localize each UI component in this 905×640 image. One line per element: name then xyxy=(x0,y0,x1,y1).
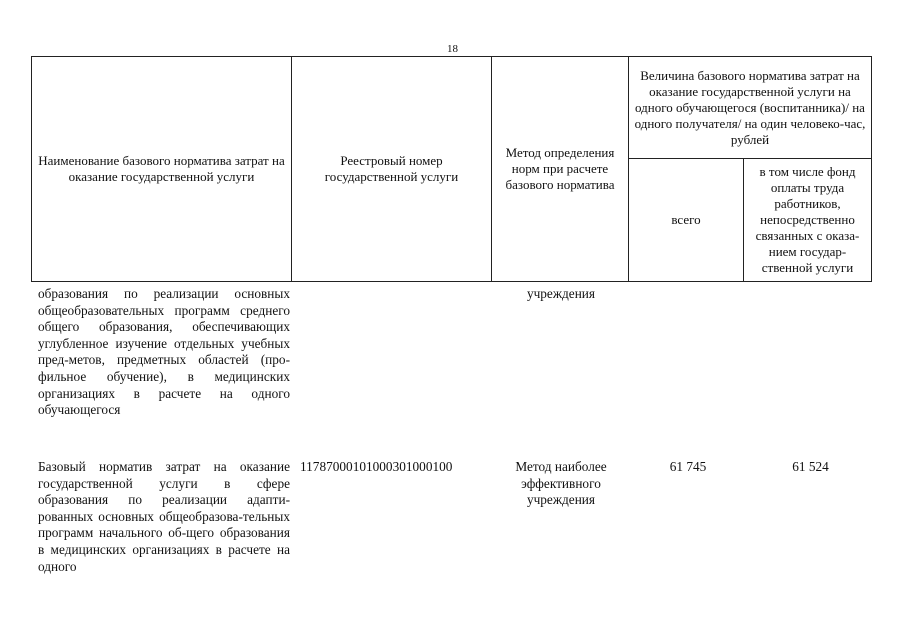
row-2-registry: 11787000101000301000100 xyxy=(300,459,453,474)
header-value-group-cell xyxy=(629,57,872,159)
header-total: всего xyxy=(671,212,701,227)
row-2-total: 61 745 xyxy=(669,459,707,474)
header-registry: Реестровый номер государственной услуги xyxy=(324,153,459,184)
table-header xyxy=(31,56,872,282)
row-2-method: Метод наиболее эффективного учреждения xyxy=(515,459,607,508)
header-payroll: в том числе фонд оплаты труда работников, непосредственно связанных с оказа-нием государ-ственной услуги xyxy=(755,164,860,275)
header-registry-cell xyxy=(292,57,492,282)
header-name: Наименование базового норматива затрат на оказание государственной услуги xyxy=(38,153,285,184)
page-number: 18 xyxy=(447,43,458,55)
row-1-method: учреждения xyxy=(526,286,596,301)
header-method-cell xyxy=(492,57,629,282)
row-2-name: Базовый норматив затрат на оказание государственной услуги в сфере образования по реализации адапти-рованных основных общеобразова-тельных программ начального об-щего образования в медицинских организациях в расчете на одного xyxy=(38,459,290,574)
header-name-cell xyxy=(32,57,292,282)
header-total-cell xyxy=(629,159,744,282)
row-1-name: образования по реализации основных общеобразовательных программ среднего общего образования, обеспечивающих углубленное изучение отдельных учебных пред-метов, предметных областей (про-фильное обучение), в медицинских организациях в расчете на одного обучающегося xyxy=(38,286,290,418)
header-method: Метод определения норм при расчете базового норматива xyxy=(505,145,615,192)
header-payroll-cell xyxy=(744,159,872,282)
row-2-payroll: 61 524 xyxy=(792,459,829,474)
header-value-group: Величина базового норматива затрат на оказание государственной услуги на одного обучающегося (воспитанника)/ на одного получателя/ на один человеко-час, рублей xyxy=(634,67,866,147)
